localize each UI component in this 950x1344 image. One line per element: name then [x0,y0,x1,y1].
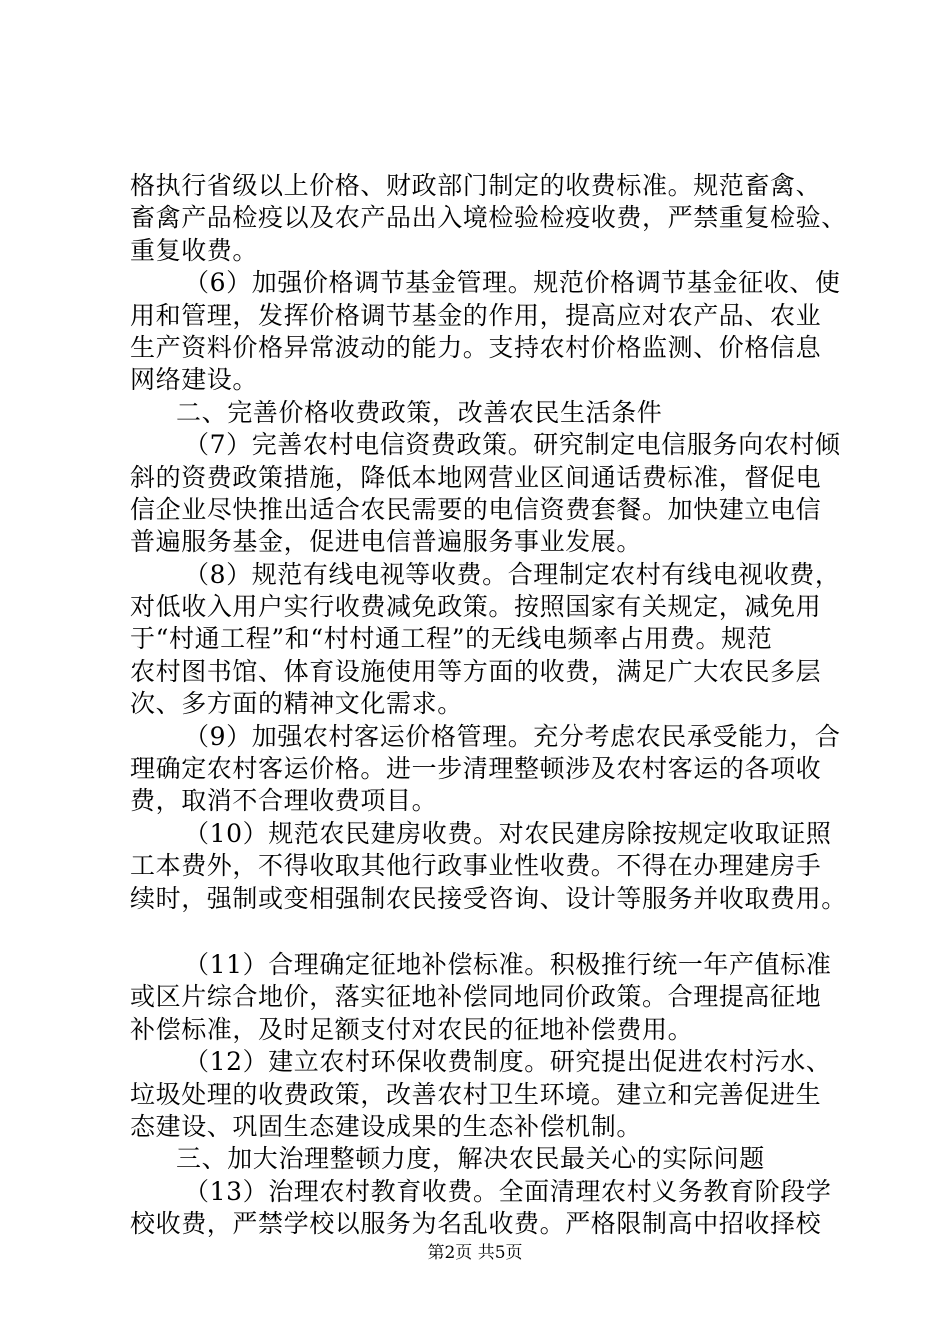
paragraph-start: （7）完善农村电信资费政策。研究制定电信服务向农村倾 [184,430,841,460]
page-number-footer: 第2页 共5页 [427,1243,523,1263]
paragraph-start: （6）加强价格调节基金管理。规范价格调节基金征收、使 [184,268,841,298]
text-line: 畜禽产品检疫以及农产品出入境检验检疫收费，严禁重复检验、 [130,203,847,233]
text-line: 对低收入用户实行收费减免政策。按照国家有关规定，减免用 [130,592,822,622]
text-line: 或区片综合地价，落实征地补偿同地同价政策。合理提高征地 [130,982,822,1012]
text-line: 理确定农村客运价格。进一步清理整顿涉及农村客运的各项收 [130,754,822,784]
section-heading: 三、加大治理整顿力度，解决农民最关心的实际问题 [176,1144,765,1174]
paragraph-start: （9）加强农村客运价格管理。充分考虑农民承受能力，合 [184,721,841,751]
paragraph-start: （12）建立农村环保收费制度。研究提出促进农村污水、 [184,1047,832,1077]
body-text [130,170,847,1241]
text-line: 网络建设。 [130,365,259,395]
text-line: 生产资料价格异常波动的能力。支持农村价格监测、价格信息 [130,332,822,362]
text-line: 用和管理，发挥价格调节基金的作用，提高应对农产品、农业 [130,300,822,330]
text-line: 普遍服务基金，促进电信普遍服务事业发展。 [130,527,643,557]
text-line: 态建设、巩固生态建设成果的生态补偿机制。 [130,1111,643,1141]
text-line: 费，取消不合理收费项目。 [130,786,438,816]
section-heading: 二、完善价格收费政策，改善农民生活条件 [176,397,663,427]
text-line: 校收费，严禁学校以服务为名乱收费。严格限制高中招收择校 [130,1209,822,1239]
text-line: 信企业尽快推出适合农民需要的电信资费套餐。加快建立电信 [130,494,822,524]
paragraph-gap [130,915,842,949]
text-line: 农村图书馆、体育设施使用等方面的收费，满足广大农民多层 [130,656,822,686]
text-line: 于“村通工程”和“村村通工程”的无线电频率占用费。规范 [130,624,773,654]
text-line: 格执行省级以上价格、财政部门制定的收费标准。规范畜禽、 [130,171,822,200]
text-line: 工本费外，不得收取其他行政事业性收费。不得在办理建房手 [130,851,822,881]
paragraph-start: （10）规范农民建房收费。对农民建房除按规定收取证照 [184,818,832,848]
paragraph-start: （13）治理农村教育收费。全面清理农村义务教育阶段学 [184,1176,832,1206]
text-line: 垃圾处理的收费政策，改善农村卫生环境。建立和完善促进生 [130,1079,822,1109]
paragraph-start: （8）规范有线电视等收费。合理制定农村有线电视收费， [184,559,841,589]
text-line: 次、多方面的精神文化需求。 [130,689,463,719]
text-line: 续时，强制或变相强制农民接受咨询、设计等服务并收取费用。 [130,883,847,913]
text-line: 重复收费。 [130,235,259,265]
paragraph-start: （11）合理确定征地补偿标准。积极推行统一年产值标准 [184,949,832,979]
text-line: 补偿标准，及时足额支付对农民的征地补偿费用。 [130,1014,694,1044]
text-line: 斜的资费政策措施，降低本地网营业区间通话费标准，督促电 [130,462,822,492]
